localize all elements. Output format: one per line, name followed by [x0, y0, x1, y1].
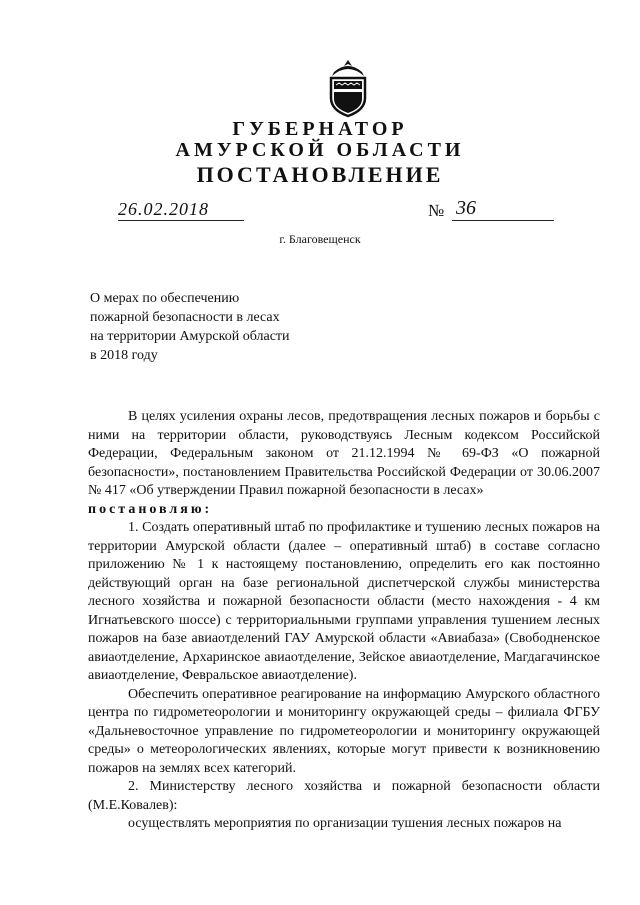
resolve-word: постановляю:: [88, 501, 213, 517]
issuer-region: АМУРСКОЙ ОБЛАСТИ: [175, 139, 465, 161]
preamble-paragraph: В целях усиления охраны лесов, предотвращения лесных пожаров и борьбы с ними на территории области, руководствуясь Лесным кодексом Российской Федерации, Федеральным законом от 21.12.1994 № 69-ФЗ «О пожарной безопасности», постановлением Правительства Российской Федерации от 30.06.2007 № 417 «Об утверждении Правил пожарной безопасности в лесах»: [88, 409, 600, 498]
issue-city: г. Благовещенск: [279, 232, 361, 246]
document-type: ПОСТАНОВЛЕНИЕ: [196, 162, 444, 187]
body-paragraph: 2. Министерству лесного хозяйства и пожарной безопасности области (М.Е.Ковалев):: [88, 779, 600, 813]
body-paragraph: Обеспечить оперативное реагирование на информацию Амурского областного центра по гидрометеорологии и мониторингу окружающей среды – филиала ФГБУ «Дальневосточное управление по гидрометеорологии и мониторингу окружающей среды» о метеорологических явлениях, которые могут привести к возникновению пожаров на землях всех категорий.: [88, 686, 600, 776]
document-body: [88, 408, 600, 834]
issuer-title: ГУБЕРНАТОР: [232, 118, 408, 140]
body-paragraph: 1. Создать оперативный штаб по профилактике и тушению лесных пожаров на территории Амурской области (далее – оперативный штаб) в составе согласно приложению № 1 к настоящему постановлению, определить его как постоянно действующий орган на базе региональной диспетчерской службы министерства лесного хозяйства и пожарной безопасности области (место нахождения - 4 км Игнатьевского шоссе) с территориальными группами управления тушением лесных пожаров на базе авиаотделений ГАУ Амурской области «Авиабаза» (Свободненское авиаотделение, Архаринское авиаотделение, Зейское авиаотделение, Магдагачинское авиаотделение, Февральское авиаотделение).: [88, 520, 600, 683]
coat-of-arms-icon: [326, 58, 370, 118]
body-paragraph: осуществлять мероприятия по организации тушения лесных пожаров на: [128, 816, 562, 831]
subject-line: на территории Амурской области: [90, 329, 290, 344]
subject-line: в 2018 году: [90, 348, 158, 363]
number-label: №: [428, 201, 445, 220]
subject-line: О мерах по обеспечению: [90, 291, 240, 306]
document-number: 36: [452, 197, 554, 221]
subject-line: пожарной безопасности в лесах: [90, 310, 280, 325]
document-subject: [90, 289, 290, 365]
document-date: 26.02.2018: [118, 199, 244, 221]
